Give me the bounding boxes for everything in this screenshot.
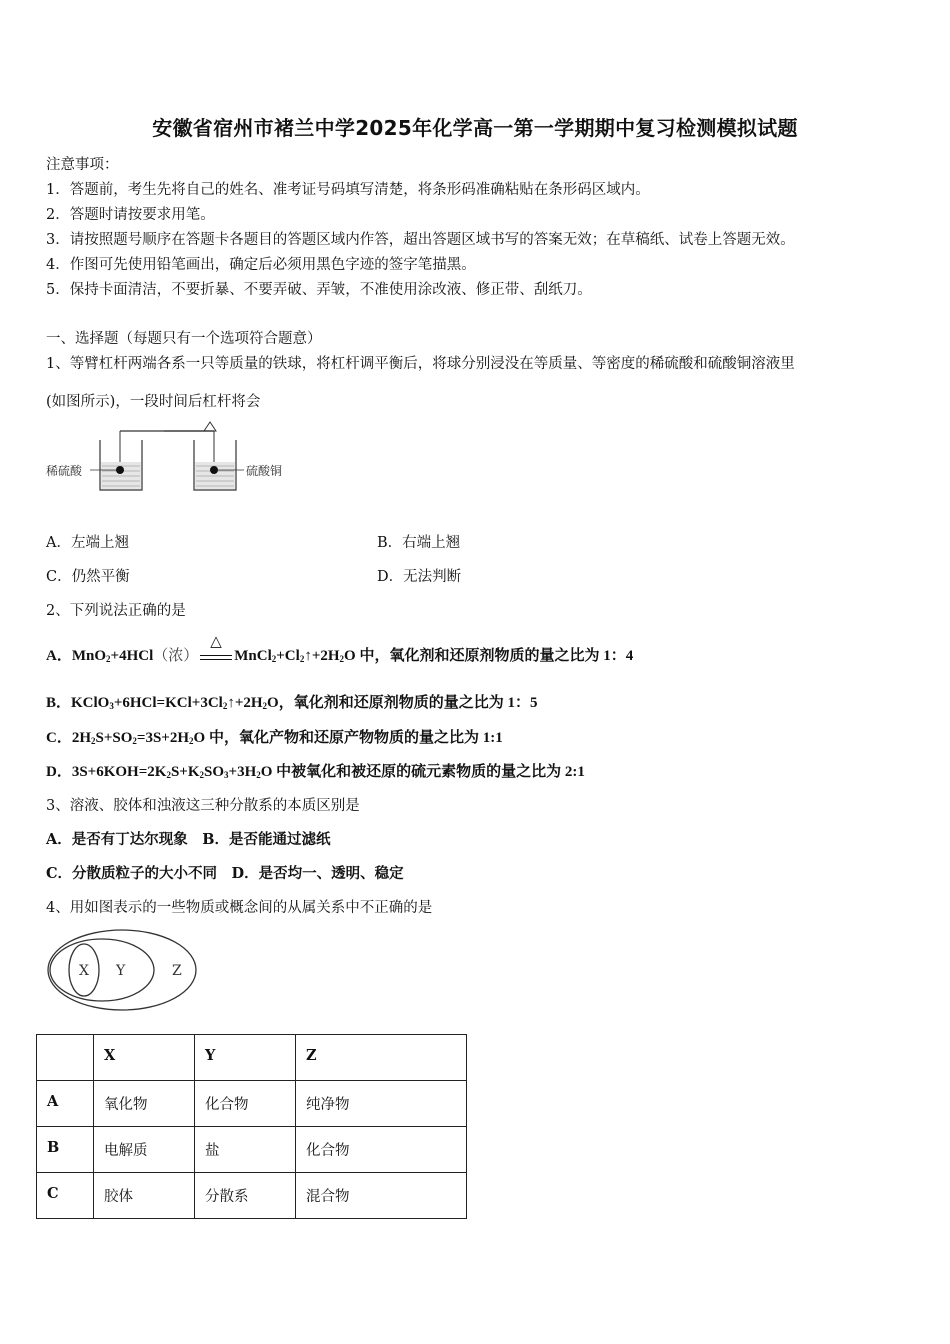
table-cell: 电解质 bbox=[94, 1127, 195, 1173]
venn-diagram bbox=[44, 928, 204, 1016]
table-header-y: Y bbox=[195, 1035, 296, 1081]
table-cell: 盐 bbox=[195, 1127, 296, 1173]
venn-y-label: Y bbox=[116, 963, 126, 979]
right-beaker-label: 硫酸铜 bbox=[246, 464, 283, 478]
table-header-z: Z bbox=[296, 1035, 467, 1081]
row-label: C bbox=[37, 1173, 94, 1219]
q1-stem-line2: (如图所示)，一段时间后杠杆将会 bbox=[46, 394, 261, 410]
q1-option-c[interactable]: C．仍然平衡 bbox=[46, 569, 130, 585]
q2-option-a[interactable]: A．MnO$_2$+4HCl（浓） △ $MnCl_2+Cl_2↑+2H_2O$ 中，氧化剂和还原剂物质的量之比为 1：4 bbox=[46, 633, 634, 664]
q1-stem-line1: 1、等臂杠杆两端各系一只等质量的铁球，将杠杆调平衡后，将球分别浸没在等质量、等密度的稀硫酸和硫酸铜溶液里 bbox=[46, 356, 795, 372]
table-cell: 化合物 bbox=[195, 1081, 296, 1127]
lever-beaker-diagram bbox=[44, 418, 294, 496]
q1-option-a[interactable]: A．左端上翘 bbox=[46, 535, 129, 551]
notice-item: 2．答题时请按要求用笔。 bbox=[46, 207, 215, 223]
table-header-row bbox=[37, 1035, 467, 1081]
table-cell: 混合物 bbox=[296, 1173, 467, 1219]
notice-item: 1．答题前，考生先将自己的姓名、准考证号码填写清楚，将条形码准确粘贴在条形码区域内。 bbox=[46, 182, 650, 198]
table-cell: 纯净物 bbox=[296, 1081, 467, 1127]
q4-stem: 4、用如图表示的一些物质或概念间的从属关系中不正确的是 bbox=[46, 900, 433, 916]
heating-equals-sign bbox=[198, 633, 234, 666]
q2-option-b[interactable]: B．$KClO_3+6HCl=KCl+3Cl_2↑+2H_2O$，氧化剂和还原剂物质的量之比为 1：5 bbox=[46, 695, 538, 711]
q2-option-d[interactable]: D．$3S+6KOH=2K_2S+K_2SO_3+3H_2O$ 中被氧化和被还原的硫元素物质的量之比为 2:1 bbox=[46, 764, 585, 780]
q1-option-d[interactable]: D．无法判断 bbox=[377, 569, 462, 585]
q2-stem: 2、下列说法正确的是 bbox=[46, 603, 186, 619]
table-row[interactable] bbox=[37, 1081, 467, 1127]
table-cell: 氧化物 bbox=[94, 1081, 195, 1127]
q1-option-b[interactable]: B．右端上翘 bbox=[377, 535, 461, 551]
left-beaker-label: 稀硫酸 bbox=[46, 464, 83, 478]
row-label: A bbox=[37, 1081, 94, 1127]
delta-icon: △ bbox=[210, 633, 222, 650]
table-cell: 胶体 bbox=[94, 1173, 195, 1219]
q3-options-row1[interactable]: A．是否有丁达尔现象 B．是否能通过滤纸 bbox=[46, 831, 331, 848]
page-title: 安徽省宿州市褚兰中学2025年化学高一第一学期期中复习检测模拟试题 bbox=[152, 116, 798, 140]
q2-option-c[interactable]: C．$2H_2S+SO_2=3S+2H_2O$ 中，氧化产物和还原产物物质的量之比为 1:1 bbox=[46, 730, 503, 746]
row-label: B bbox=[37, 1127, 94, 1173]
table-cell bbox=[37, 1035, 94, 1081]
table-row[interactable] bbox=[37, 1127, 467, 1173]
q4-table bbox=[36, 1034, 467, 1219]
venn-z-label: Z bbox=[172, 963, 182, 979]
table-row[interactable] bbox=[37, 1173, 467, 1219]
q3-stem: 3、溶液、胶体和浊液这三种分散系的本质区别是 bbox=[46, 798, 360, 814]
q3-options-row2[interactable]: C．分散质粒子的大小不同 D．是否均一、透明、稳定 bbox=[46, 865, 404, 882]
section-heading: 一、选择题（每题只有一个选项符合题意） bbox=[46, 331, 322, 347]
notice-heading: 注意事项： bbox=[46, 157, 119, 173]
table-header-x: X bbox=[94, 1035, 195, 1081]
table-cell: 分散系 bbox=[195, 1173, 296, 1219]
notice-item: 3．请按照题号顺序在答题卡各题目的答题区域内作答，超出答题区域书写的答案无效；在草稿纸、试卷上答题无效。 bbox=[46, 232, 795, 248]
notice-item: 5．保持卡面清洁，不要折暴、不要弄破、弄皱，不准使用涂改液、修正带、刮纸刀。 bbox=[46, 282, 592, 298]
notice-item: 4．作图可先使用铅笔画出，确定后必须用黑色字迹的签字笔描黑。 bbox=[46, 257, 476, 273]
venn-x-label: X bbox=[79, 963, 89, 979]
table-cell: 化合物 bbox=[296, 1127, 467, 1173]
